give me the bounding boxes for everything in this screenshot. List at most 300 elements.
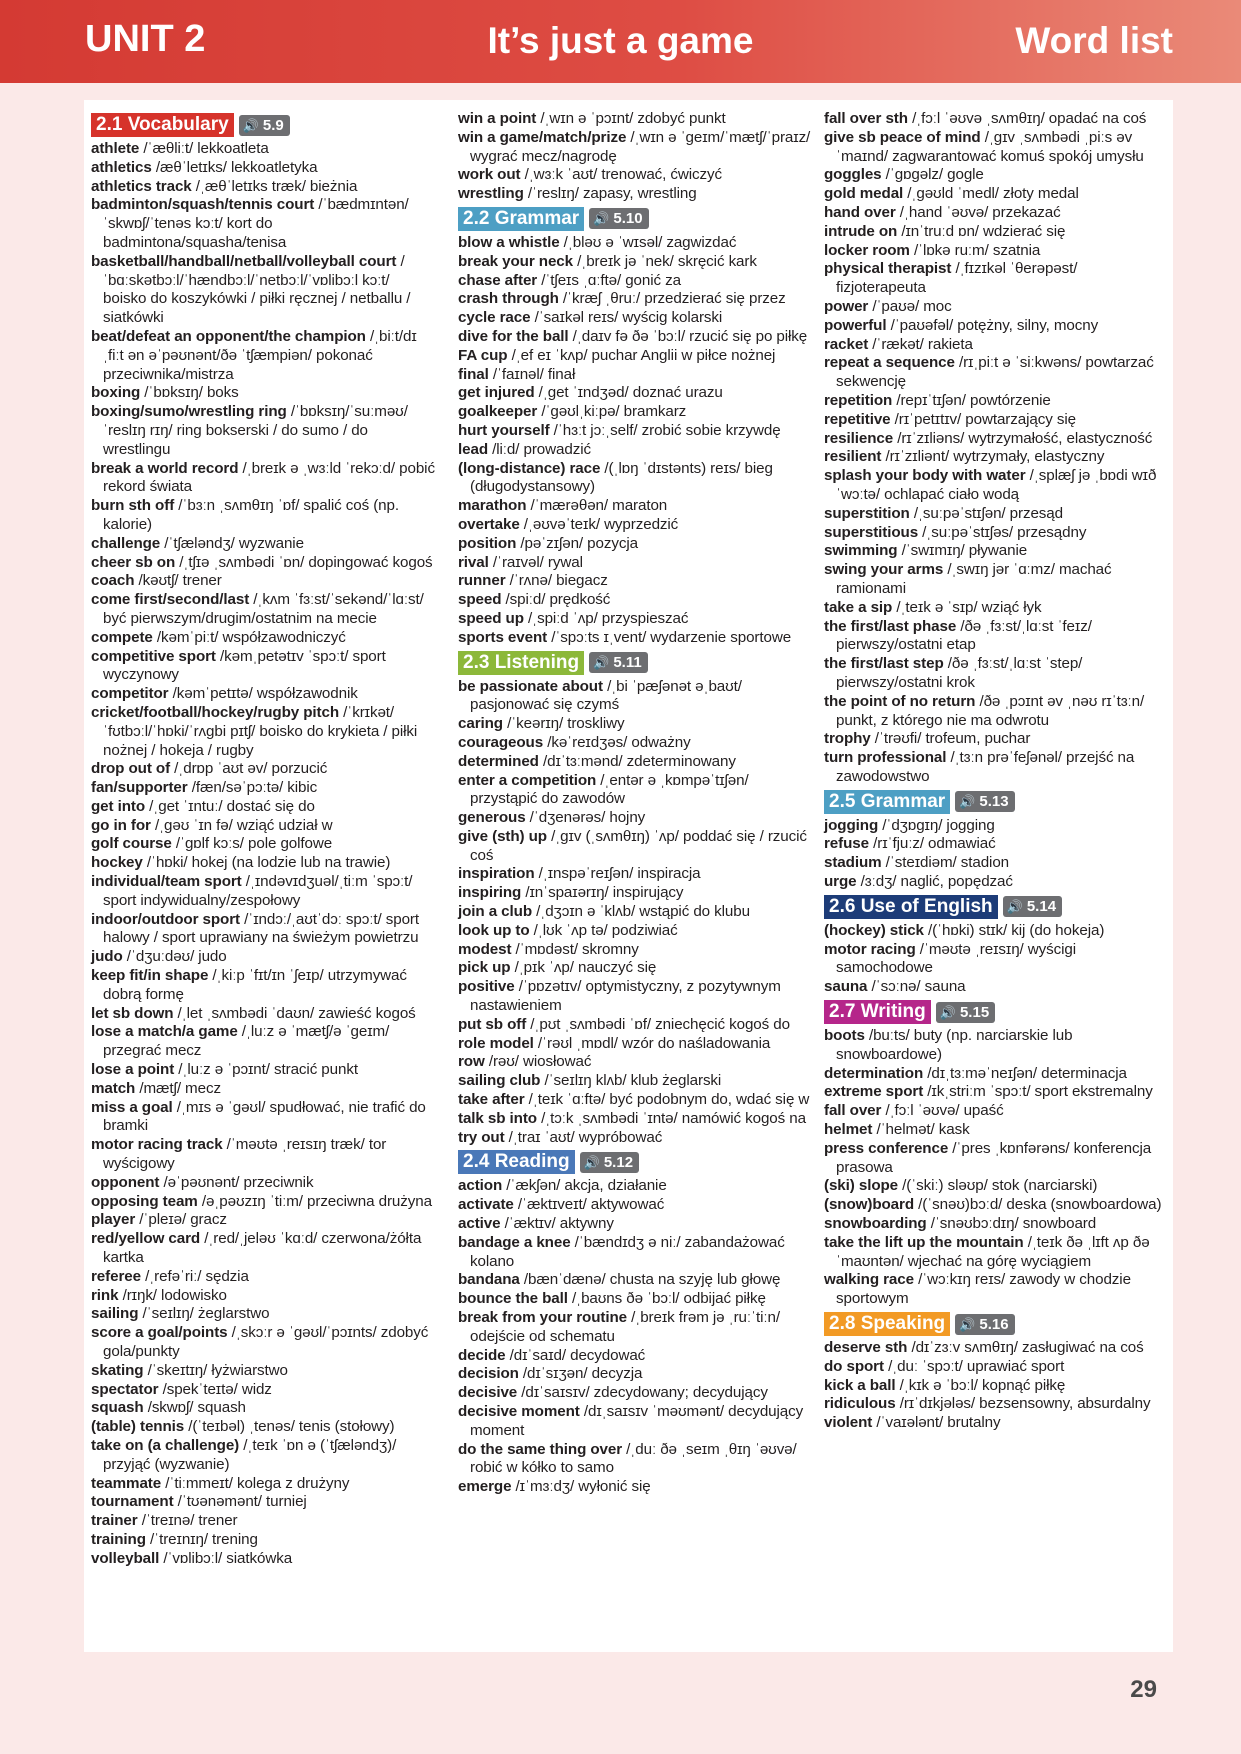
headword: (table) tennis (91, 1418, 185, 1436)
headword: action (458, 1177, 503, 1195)
headword: swimming (824, 542, 898, 560)
word-entry (91, 460, 436, 498)
pronunciation-and-translation: /ˈkræʃ ˌθruː/ przedzierać się przez (558, 290, 786, 308)
word-entry (458, 572, 813, 591)
headword: player (91, 1211, 136, 1229)
word-entry (824, 1377, 1169, 1396)
pronunciation-and-translation: /ˈæktɪveɪt/ aktywować (513, 1196, 665, 1214)
headword: hurt yourself (458, 421, 550, 439)
headword: take after (458, 1091, 525, 1109)
word-entry (458, 272, 813, 291)
section-title: 2.3 Listening (458, 651, 584, 675)
pronunciation-and-translation: /ˌspiːd ˈʌp/ przyspieszać (523, 609, 689, 627)
pronunciation-and-translation: /ˈsaɪkəl reɪs/ wyścig kolarski (530, 309, 723, 327)
headword: athlete (91, 140, 140, 157)
headword: bounce the ball (458, 1290, 568, 1308)
pronunciation-and-translation: /kəmˈpetɪtə/ współzawodnik (168, 685, 358, 703)
word-entry (458, 290, 813, 309)
speaker-icon: 🔊 (242, 117, 259, 133)
headword: athletics (91, 158, 152, 176)
pronunciation-and-translation: /ɜːdʒ/ naglić, popędzać (856, 873, 1013, 891)
pronunciation-and-translation: /ˈbædmɪntən/ˈskwɒʃ/ˈtenəs kɔːt/ kort do badmintona/squasha/tenisa (103, 196, 409, 251)
pronunciation-and-translation: /rɪˌpiːt ə ˈsiːkwəns/ powtarzać sekwencję (836, 354, 1154, 391)
headword: sailing (91, 1305, 139, 1323)
pronunciation-and-translation: /ˌfɔːl ˈəʊvə/ upaść (881, 1102, 1004, 1120)
audio-track-button[interactable] (239, 115, 290, 136)
headword: break your neck (458, 252, 573, 270)
headword: be passionate about (458, 677, 603, 695)
audio-track-button[interactable] (580, 1152, 639, 1173)
word-entry (458, 309, 813, 328)
pronunciation-and-translation: /bænˈdænə/ chusta na szyję lub głowę (519, 1271, 781, 1289)
audio-track-number: 5.10 (613, 210, 643, 228)
headword: let sb down (91, 1004, 174, 1022)
pronunciation-and-translation: /ˌkʌm ˈfɜːst/ˈsekənd/ˈlɑːst/ być pierwszym/drugim/ostatnim na mecie (103, 591, 424, 627)
word-entry (91, 178, 436, 197)
headword: walking race (824, 1271, 914, 1289)
headword: racket (824, 335, 869, 353)
headword: decide (458, 1346, 506, 1364)
headword: (hockey) stick (824, 921, 924, 939)
word-entry (91, 159, 436, 178)
headword: swing your arms (824, 561, 944, 579)
word-entry (91, 1005, 436, 1024)
section-heading (91, 113, 436, 137)
word-entry (824, 835, 1169, 854)
audio-track-button[interactable] (955, 1314, 1014, 1335)
pronunciation-and-translation: /ˌɪndəvɪdʒuəl/ˌtiːm ˈspɔːt/ sport indywidualny/zespołowy (103, 873, 413, 909)
pronunciation-and-translation: /rɪˈzɪliənt/ wytrzymały, elastyczny (881, 448, 1105, 466)
word-entry (458, 347, 813, 366)
headword: chase after (458, 271, 538, 289)
headword: turn professional (824, 749, 947, 767)
audio-track-number: 5.11 (613, 654, 642, 672)
section-title: 2.6 Use of English (824, 895, 998, 919)
pronunciation-and-translation: /ˈreslɪŋ/ zapasy, wrestling (523, 185, 697, 203)
page-number: 29 (1130, 1676, 1157, 1703)
speaker-icon: 🔊 (959, 1316, 976, 1332)
word-entry (824, 430, 1169, 449)
word-entry (458, 1347, 813, 1366)
word-entry (91, 572, 436, 591)
word-entry (458, 809, 813, 828)
audio-track-button[interactable] (1003, 896, 1062, 917)
headword: volleyball (91, 1549, 160, 1567)
word-entry (458, 497, 813, 516)
headword: ridiculous (824, 1395, 896, 1413)
headword: locker room (824, 241, 910, 259)
word-entry (458, 978, 813, 1016)
headword: competitive sport (91, 647, 216, 665)
pronunciation-and-translation: /ˈpleɪə/ gracz (135, 1211, 227, 1229)
headword: hockey (91, 854, 143, 872)
word-entry (824, 693, 1169, 731)
headword: tournament (91, 1493, 174, 1511)
column-1 (91, 110, 436, 1569)
headword: courageous (458, 733, 544, 751)
pronunciation-and-translation: /ˌgəʊld ˈmedl/ złoty medal (903, 185, 1079, 203)
word-entry (458, 1403, 813, 1441)
headword: row (458, 1053, 485, 1071)
headword: repeat a sequence (824, 354, 955, 372)
headword: score a goal/points (91, 1324, 228, 1342)
headword: spectator (91, 1380, 159, 1398)
speaker-icon: 🔊 (959, 794, 976, 810)
audio-track-button[interactable] (589, 652, 648, 673)
pronunciation-and-translation: /ˈbɑːskətbɔːl/ˈhændbɔːl/ˈnetbɔːl/ˈvɒlibɔːl kɔːt/ boisko do koszykówki / piłki ręcznej / netballu / siatkówki (103, 252, 411, 327)
word-entry (458, 865, 813, 884)
word-entry (91, 1362, 436, 1381)
word-entry (91, 1493, 436, 1512)
unit-title: It’s just a game (487, 20, 754, 61)
pronunciation-and-translation: /ˌteɪk ə ˈsɪp/ wziąć łyk (892, 598, 1042, 616)
word-entry (458, 922, 813, 941)
pronunciation-and-translation: /ˌlʊk ˈʌp tə/ podziwiać (529, 921, 678, 939)
pronunciation-and-translation: /ˈtʃeɪs ˌɑːftə/ gonić za (537, 271, 681, 289)
word-entry (824, 655, 1169, 693)
headword: bandana (458, 1271, 520, 1289)
headword: the point of no return (824, 692, 976, 710)
headword: do the same thing over (458, 1440, 623, 1458)
pronunciation-and-translation: /ˌtraɪ ˈaʊt/ wypróbować (504, 1128, 663, 1146)
word-entry (458, 1365, 813, 1384)
section-title: 2.5 Grammar (824, 790, 950, 814)
word-entry (91, 1136, 436, 1174)
pronunciation-and-translation: /ˈpɒzətɪv/ optymistyczny, z pozytywnym nastawieniem (470, 978, 781, 1015)
word-entry (91, 1381, 436, 1400)
audio-track-number: 5.16 (979, 1315, 1009, 1333)
pronunciation-and-translation: /ɪkˌstriːm ˈspɔːt/ sport ekstremalny (923, 1083, 1153, 1101)
section-heading (824, 790, 1169, 814)
pronunciation-and-translation: /ˈməʊtə ˌreɪsɪŋ træk/ tor wyścigowy (103, 1136, 387, 1173)
headword: decisive (458, 1384, 518, 1402)
pronunciation-and-translation: /ˈtreɪnɪŋ/ trening (145, 1530, 258, 1548)
pronunciation-and-translation: /ˈraɪvəl/ rywal (488, 553, 583, 571)
word-entry (458, 1053, 813, 1072)
pronunciation-and-translation: /ˌbreɪk jə ˈnek/ skręcić kark (573, 252, 757, 270)
word-entry (91, 1193, 436, 1212)
section-heading (824, 1312, 1169, 1336)
word-entry (91, 1550, 436, 1569)
pronunciation-and-translation: /ˈmɒdəst/ skromny (511, 940, 639, 958)
headword: modest (458, 940, 512, 958)
pronunciation-and-translation: /ˌtɜːn prəˈfeʃənəl/ przejść na zawodowstwo (836, 749, 1135, 785)
pronunciation-and-translation: /ˈməʊtə ˌreɪsɪŋ/ wyścigi samochodowe (836, 940, 1077, 977)
audio-track-number: 5.12 (603, 1153, 634, 1171)
headword: take the lift up the mountain (824, 1233, 1024, 1251)
pronunciation-and-translation: /ˈmærəθən/ maraton (526, 497, 668, 515)
headword: win a point (458, 110, 537, 127)
pronunciation-and-translation: /dɪˈsaɪsɪv/ zdecydowany; decydujący (517, 1384, 768, 1402)
pronunciation-and-translation: /ˈtrəʊfi/ trofeum, puchar (870, 730, 1031, 748)
speaker-icon: 🔊 (593, 211, 610, 227)
section-title: 2.8 Speaking (824, 1312, 950, 1336)
section-title: 2.7 Writing (824, 1000, 931, 1024)
headword: training (91, 1530, 146, 1548)
unit-label: UNIT 2 (85, 18, 206, 60)
headword: drop out of (91, 760, 171, 778)
headword: the first/last step (824, 655, 944, 673)
pronunciation-and-translation: /ˌgəʊ ˈɪn fə/ wziąć udział w (150, 816, 333, 834)
pronunciation-and-translation: /ˈvɒlibɔːl/ siatkówka (159, 1549, 293, 1567)
headword: helmet (824, 1121, 873, 1139)
pronunciation-and-translation: /ˌsuːpəˈstɪʃəs/ przesądny (918, 523, 1087, 541)
word-entry (91, 1437, 436, 1475)
pronunciation-and-translation: /ˌdaɪv fə ðə ˈbɔːl/ rzucić się po piłkę (568, 327, 808, 345)
pronunciation-and-translation: /ˌget ˈɪndʒəd/ doznać urazu (534, 384, 723, 402)
pronunciation-and-translation: /mætʃ/ mecz (135, 1079, 221, 1097)
word-entry (458, 1110, 813, 1129)
pronunciation-and-translation: /ˌtɔːk ˌsʌmbədi ˈɪntə/ namówić kogoś na (536, 1109, 806, 1127)
headword: generous (458, 809, 526, 827)
word-entry (458, 629, 813, 648)
headword: challenge (91, 534, 161, 552)
headword: basketball/handball/netball/volleyball court (91, 252, 397, 270)
headword: inspiration (458, 865, 535, 883)
pronunciation-and-translation: /ˌteɪk ˈɑːftə/ być podobnym do, wdać się w (524, 1091, 810, 1109)
headword: activate (458, 1196, 514, 1214)
word-entry (91, 497, 436, 535)
pronunciation-and-translation: /æθˈletɪks/ lekkoatletyka (151, 158, 318, 176)
headword: trophy (824, 730, 871, 748)
pronunciation-and-translation: /ˌpʊt ˌsʌmbədi ˈɒf/ zniechęcić kogoś do (526, 1015, 790, 1033)
headword: sports event (458, 628, 548, 646)
headword: jogging (824, 816, 879, 834)
pronunciation-and-translation: /ˌpɪk ˈʌp/ nauczyć się (510, 959, 657, 977)
pronunciation-and-translation: /pəˈzɪʃən/ pozycja (516, 534, 638, 552)
word-entry (458, 828, 813, 866)
word-entry (91, 253, 436, 328)
word-entry (91, 779, 436, 798)
word-entry (824, 1121, 1169, 1140)
pronunciation-and-translation: /ˈækʃən/ akcja, działanie (502, 1177, 667, 1195)
pronunciation-and-translation: /ˌduː ðə ˌseɪm ˌθɪŋ ˈəʊvə/ robić w kółko to samo (470, 1440, 797, 1477)
word-entry (91, 1475, 436, 1494)
word-entry (458, 903, 813, 922)
pronunciation-and-translation: /ˌgɪv (ˌsʌmθɪŋ) ˈʌp/ poddać się / rzucić coś (470, 827, 807, 864)
pronunciation-and-translation: /repɪˈtɪʃən/ powtórzenie (892, 391, 1051, 409)
headword: gold medal (824, 185, 904, 203)
headword: crash through (458, 290, 559, 308)
pronunciation-and-translation: /ˈswɪmɪŋ/ pływanie (897, 542, 1028, 560)
word-entry (824, 242, 1169, 261)
pronunciation-and-translation: /dɪˌtɜːməˈneɪʃən/ determinacja (923, 1064, 1127, 1082)
pronunciation-and-translation: /dɪˈsɪʒən/ decyzja (518, 1365, 643, 1383)
word-entry (91, 1399, 436, 1418)
word-entry (824, 1234, 1169, 1272)
word-entry (91, 835, 436, 854)
word-entry (458, 734, 813, 753)
pronunciation-and-translation: /ˈpres ˌkɒnfərəns/ konferencja prasowa (836, 1139, 1152, 1176)
section-heading (458, 207, 813, 231)
word-entry (458, 753, 813, 772)
pronunciation-and-translation: /ˌsplæʃ jə ˌbɒdi wɪð ˈwɔːtə/ ochlapać ciało wodą (836, 467, 1157, 503)
pronunciation-and-translation: /ˈseɪlɪŋ/ żeglarstwo (138, 1305, 270, 1323)
headword: determined (458, 752, 539, 770)
word-entry (458, 678, 813, 716)
headword: individual/team sport (91, 873, 242, 891)
word-entry (458, 1290, 813, 1309)
word-entry (824, 817, 1169, 836)
pronunciation-and-translation: /(ˌlɒŋ ˈdɪstənts) reɪs/ bieg (długodystansowy) (470, 459, 773, 496)
audio-track-number: 5.14 (1026, 898, 1057, 916)
pronunciation-and-translation: /ˌred/ˌjeləʊ ˈkɑːd/ czerwona/żółta kartka (103, 1230, 422, 1267)
pronunciation-and-translation: /ˌluːz ə ˈmætʃ/ə ˈgeɪm/ przegrać mecz (103, 1023, 390, 1060)
word-entry (91, 1174, 436, 1193)
pronunciation-and-translation: /ˌgɪv ˌsʌmbədi ˌpiːs əv ˈmaɪnd/ zagwarantować komuś spokój umysłu (836, 128, 1144, 165)
word-entry (824, 1271, 1169, 1309)
word-entry (824, 1358, 1169, 1377)
pronunciation-and-translation: /ˈseɪlɪŋ klʌb/ klub żeglarski (540, 1072, 722, 1090)
word-entry (458, 1035, 813, 1054)
word-entry (458, 1177, 813, 1196)
pronunciation-and-translation: /ˌbləʊ ə ˈwɪsəl/ zagwizdać (559, 233, 737, 251)
word-entry (91, 1080, 436, 1099)
headword: rink (91, 1286, 119, 1304)
pronunciation-and-translation: /ˈwɔːkɪŋ reɪs/ zawody w chodzie sportowym (836, 1271, 1131, 1308)
speaker-icon: 🔊 (583, 1154, 600, 1170)
pronunciation-and-translation: /(ˈhɒki) stɪk/ kij (do hokeja) (923, 921, 1105, 939)
headword: boxing (91, 384, 141, 402)
word-entry (91, 1531, 436, 1550)
word-entry (91, 911, 436, 949)
section-heading (824, 1000, 1169, 1024)
word-entry (458, 1478, 813, 1497)
pronunciation-and-translation: /ˈkeərɪŋ/ troskliwy (502, 715, 625, 733)
headword: join a club (458, 903, 532, 921)
headword: the first/last phase (824, 617, 957, 635)
pronunciation-and-translation: /ˌɪnspəˈreɪʃən/ inspiracja (534, 865, 701, 883)
word-entry (91, 535, 436, 554)
word-entry (824, 542, 1169, 561)
headword: break a world record (91, 459, 239, 477)
word-entry (91, 1287, 436, 1306)
headword: trainer (91, 1512, 138, 1530)
pronunciation-and-translation: /kəʊtʃ/ trener (134, 572, 222, 590)
pronunciation-and-translation: /ˌteɪk ˈɒn ə (ˈtʃæləndʒ)/ przyjąć (wyzwanie) (103, 1436, 397, 1473)
pronunciation-and-translation: /dɪˈtɜːmənd/ zdeterminowany (538, 752, 736, 770)
word-entry (824, 618, 1169, 656)
word-entry (458, 441, 813, 460)
pronunciation-and-translation: /kəmˈpiːt/ współzawodniczyć (152, 628, 346, 646)
speaker-icon: 🔊 (939, 1004, 956, 1020)
headword: take on (a challenge) (91, 1436, 240, 1454)
word-entry (458, 1129, 813, 1148)
headword: match (91, 1079, 136, 1097)
pronunciation-and-translation: /liːd/ prowadzić (488, 440, 591, 458)
speaker-icon: 🔊 (1006, 899, 1023, 915)
headword: dive for the ball (458, 327, 569, 345)
headword: red/yellow card (91, 1230, 201, 1248)
word-entry (91, 629, 436, 648)
headword: emerge (458, 1478, 512, 1496)
pronunciation-and-translation: /ˌwɪn ə ˈpɔɪnt/ zdobyć punkt (536, 110, 726, 127)
pronunciation-and-translation: /ˌsuːpəˈstɪʃən/ przesąd (909, 504, 1063, 522)
word-entry (824, 392, 1169, 411)
headword: teammate (91, 1474, 162, 1492)
headword: physical therapist (824, 260, 952, 278)
pronunciation-and-translation: /ˌluːz ə ˈpɔɪnt/ stracić punkt (174, 1061, 358, 1079)
headword: resilience (824, 429, 894, 447)
headword: overtake (458, 515, 520, 533)
headword: caring (458, 715, 503, 733)
pronunciation-and-translation: /ˌkiːp ˈfɪt/ɪn ˈʃeɪp/ utrzymywać dobrą formę (103, 967, 407, 1003)
pronunciation-and-translation: /ˈspɔːts ɪˌvent/ wydarzenie sportowe (547, 628, 792, 646)
pronunciation-and-translation: /buːts/ buty (np. narciarskie lub snowboardowe) (836, 1027, 1073, 1063)
word-entry (824, 204, 1169, 223)
word-entry (824, 599, 1169, 618)
pronunciation-and-translation: /ˌhand ˈəʊvə/ przekazać (895, 203, 1061, 221)
headword: beat/defeat an opponent/the champion (91, 327, 366, 345)
word-entry (91, 798, 436, 817)
audio-track-button[interactable] (955, 791, 1014, 812)
headword: deserve sth (824, 1339, 908, 1357)
pronunciation-and-translation: /spekˈteɪtə/ widz (158, 1380, 272, 1398)
word-entry (824, 467, 1169, 505)
word-entry (824, 1215, 1169, 1234)
word-entry (824, 561, 1169, 599)
pronunciation-and-translation: /rɪˈfjuːz/ odmawiać (869, 835, 996, 853)
word-entry (458, 384, 813, 403)
word-entry (91, 873, 436, 911)
headword: bandage a knee (458, 1233, 571, 1251)
word-entry (91, 704, 436, 760)
pronunciation-and-translation: /rɪˈpetɪtɪv/ powtarzający się (890, 410, 1076, 428)
headword: pick up (458, 959, 511, 977)
pronunciation-and-translation: /ðə ˌpɔɪnt əv ˌnəʊ rɪˈtɜːn/ punkt, z którego nie ma odwrotu (836, 692, 1145, 729)
audio-track-button[interactable] (589, 208, 648, 229)
pronunciation-and-translation: /ˌef eɪ ˈkʌp/ puchar Anglii w piłce nożnej (507, 346, 776, 364)
pronunciation-and-translation: /dɪˈsaɪd/ decydować (505, 1346, 646, 1364)
word-entry (458, 535, 813, 554)
word-entry (458, 959, 813, 978)
pronunciation-and-translation: /ˌfɪzɪkəl ˈθerəpəst/ fizjoterapeuta (836, 260, 1078, 297)
pronunciation-and-translation: /ˈtiːmmeɪt/ kolega z drużyny (161, 1474, 350, 1492)
pronunciation-and-translation: /kəˈreɪdʒəs/ odważny (543, 733, 691, 751)
headword: FA cup (458, 346, 508, 364)
headword: opponent (91, 1173, 160, 1191)
headword: decisive moment (458, 1403, 580, 1420)
word-entry (458, 610, 813, 629)
pronunciation-and-translation: /ˈgɒgəlz/ gogle (881, 166, 984, 184)
headword: sauna (824, 978, 868, 996)
word-entry (824, 317, 1169, 336)
pronunciation-and-translation: /ˈfaɪnəl/ finał (488, 365, 576, 383)
section-title: 2.4 Reading (458, 1150, 575, 1174)
headword: squash (91, 1399, 144, 1417)
headword: do sport (824, 1357, 884, 1375)
section-heading (458, 1150, 813, 1174)
word-entry (824, 854, 1169, 873)
pronunciation-and-translation: /ˌbi ˈpæʃənət əˌbaʊt/ pasjonować się czymś (470, 677, 742, 714)
word-entry (458, 1016, 813, 1035)
word-entry (458, 366, 813, 385)
word-entry (458, 403, 813, 422)
word-entry (91, 1230, 436, 1268)
headword: motor racing track (91, 1136, 223, 1154)
word-entry (458, 1091, 813, 1110)
pronunciation-and-translation: /ˌfɔːl ˈəʊvə ˌsʌmθɪŋ/ opadać na coś (907, 110, 1147, 127)
headword: keep fit/in shape (91, 967, 209, 985)
pronunciation-and-translation: /ˈæktɪv/ aktywny (500, 1215, 614, 1233)
headword: press conference (824, 1139, 949, 1157)
audio-track-button[interactable] (936, 1002, 995, 1023)
headword: fan/supporter (91, 779, 188, 797)
headword: goggles (824, 166, 882, 184)
headword: work out (458, 166, 521, 184)
headword: win a game/match/prize (458, 128, 627, 146)
word-entry (91, 384, 436, 403)
